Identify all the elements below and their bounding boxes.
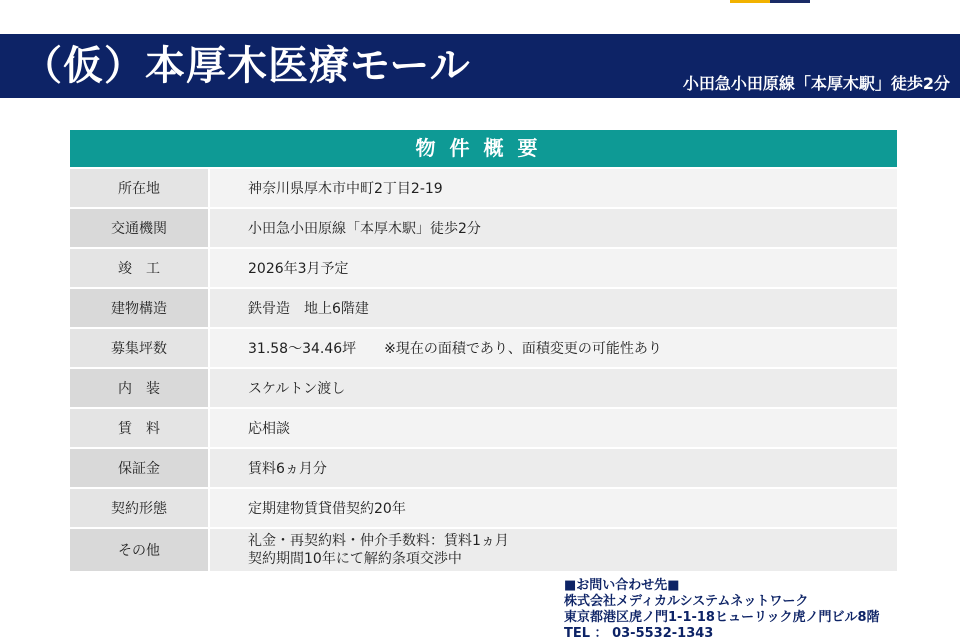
row-value: 神奈川県厚木市中町2丁目2-19 xyxy=(210,169,897,207)
table-header: 物件概要 xyxy=(70,130,897,167)
row-label: 保証金 xyxy=(70,449,210,487)
row-label: 竣 工 xyxy=(70,249,210,287)
accent-yellow xyxy=(730,0,770,3)
row-label: 契約形態 xyxy=(70,489,210,527)
contact-address: 東京都港区虎ノ門1-1-18ヒューリック虎ノ門ビル8階 xyxy=(564,610,880,625)
row-value: 31.58～34.46坪 ※現在の面積であり、面積変更の可能性あり xyxy=(210,329,897,367)
table-row xyxy=(70,207,897,247)
table-row xyxy=(70,247,897,287)
row-label: 賃 料 xyxy=(70,409,210,447)
property-summary-table xyxy=(70,130,897,571)
table-row xyxy=(70,287,897,327)
row-value: 定期建物賃貸借契約20年 xyxy=(210,489,897,527)
contact-tel: TEL ： 03-5532-1343 xyxy=(564,626,714,641)
row-value: 2026年3月予定 xyxy=(210,249,897,287)
row-value xyxy=(210,529,897,571)
row-value: 賃料6ヵ月分 xyxy=(210,449,897,487)
row-label: その他 xyxy=(70,529,210,571)
contact-heading: ■お問い合わせ先■ xyxy=(564,578,680,593)
table-row xyxy=(70,167,897,207)
row-value-line: 契約期間10年にて解約条項交渉中 xyxy=(248,551,462,567)
row-label: 建物構造 xyxy=(70,289,210,327)
row-label: 所在地 xyxy=(70,169,210,207)
contact-company: 株式会社メディカルシステムネットワーク xyxy=(564,594,809,609)
row-label: 交通機関 xyxy=(70,209,210,247)
top-accent-bar xyxy=(730,0,810,3)
row-value: 鉄骨造 地上6階建 xyxy=(210,289,897,327)
title-banner xyxy=(0,34,960,98)
accent-navy xyxy=(770,0,810,3)
access-subtitle: 小田急小田原線「本厚木駅」徒歩2分 xyxy=(682,74,950,93)
table-row xyxy=(70,327,897,367)
table-row xyxy=(70,487,897,527)
contact-block xyxy=(564,578,880,642)
table-row xyxy=(70,527,897,571)
table-row xyxy=(70,447,897,487)
table-row xyxy=(70,367,897,407)
row-value: 小田急小田原線「本厚木駅」徒歩2分 xyxy=(210,209,897,247)
page-title: （仮）本厚木医療モール xyxy=(22,43,471,89)
row-value: スケルトン渡し xyxy=(210,369,897,407)
row-label: 内 装 xyxy=(70,369,210,407)
row-label: 募集坪数 xyxy=(70,329,210,367)
row-value: 応相談 xyxy=(210,409,897,447)
row-value-line: 礼金・再契約料・仲介手数料：賃料1ヵ月 xyxy=(248,533,509,549)
table-row xyxy=(70,407,897,447)
